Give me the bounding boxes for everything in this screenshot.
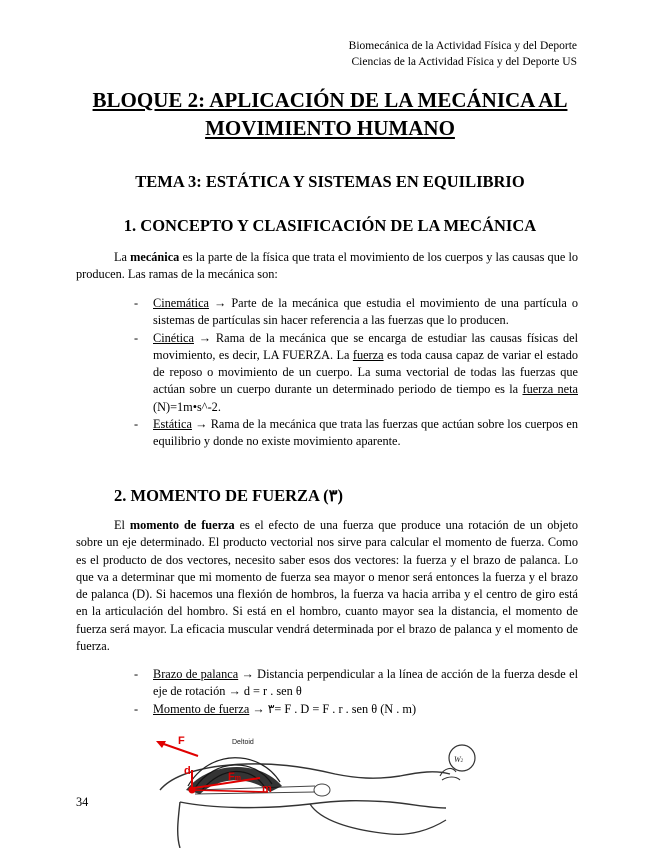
arm-torque-figure — [150, 730, 480, 848]
term-cinetica: Cinética — [153, 330, 194, 345]
term-fuerza: fuerza — [352, 347, 384, 362]
arm-lower-outline-icon — [180, 801, 446, 808]
def-estatica: → Rama de la mecánica que trata las fuerzas que actúan sobre los cuerpos en equilibrio y donde no existe movimiento aparente. — [153, 417, 578, 449]
term-fuerza-neta: fuerza neta — [522, 382, 578, 397]
block-title-line2: MOVIMIENTO HUMANO — [205, 116, 455, 140]
para-term-momento: momento de fuerza — [129, 518, 235, 532]
block-title — [60, 86, 600, 142]
term-momento-fuerza: Momento de fuerza — [153, 701, 250, 716]
def-momento-fuerza: → ٣= F . D = F . r . sen θ (N . m) — [249, 701, 417, 716]
def-cinetica-b: es toda causa capaz de variar el estado de reposo o movimiento de un cuerpo. La suma vectorial de todas las fuerzas que actúan sobre un cuerpo durante un determinado periodo de tiempo es la — [153, 347, 578, 397]
def-cinetica-c: (N)=1m•s^-2. — [153, 399, 221, 414]
label-m: m — [262, 783, 272, 795]
torque-definitions-list — [134, 666, 578, 718]
intro-text-b: es la parte de la física que trata el movimiento de los cuerpos y las causas que lo producen. Las ramas de la mecánica son: — [76, 250, 579, 282]
label-force-f: F — [178, 735, 185, 747]
weight-ball-icon — [449, 745, 475, 771]
block-title-line1: BLOQUE 2: APLICACIÓN DE LA MECÁNICA AL — [92, 88, 568, 112]
label-deltoid: Deltoid — [232, 739, 254, 746]
header-degree: Ciencias de la Actividad Física y del Deporte US — [351, 56, 577, 68]
section-2-paragraph — [76, 517, 578, 655]
label-w2: W2 — [454, 755, 464, 764]
para-text-b: es el efecto de una fuerza que produce una rotación de un objeto sobre un eje determinado. El producto vectorial nos sirve para calcular el momento de fuerza. Como es el producto de dos vectores, necesito saber esos dos vectores: la fuerza y el brazo de palanca. Lo que va a determinar que mi momento de fuerza sea mayor o menor será entonces la fuerza y el brazo de palanca (D). Si hacemos una flexión de hombros, la fuerza va hacia arriba y el centro de giro está en la articulación del hombro. Si está en el hombro, cuanto mayor sea la distancia, el momento de fuerza será mayor. La eficacia muscular vendrá determinada por el brazo de palanca y el momento de fuerza. — [76, 518, 578, 654]
lever-line-icon — [192, 790, 268, 792]
label-d: d — [184, 765, 191, 777]
page-number: 34 — [76, 795, 89, 809]
torso-outline-icon — [178, 802, 180, 848]
elbow-joint-icon — [314, 784, 330, 796]
forearm-outline-icon — [310, 804, 446, 834]
list-item — [134, 416, 578, 451]
term-cinematica: Cinemática — [153, 296, 209, 310]
label-fm: Fm — [228, 771, 241, 783]
term-estatica: Estática — [153, 417, 192, 432]
running-header — [349, 38, 577, 70]
list-item — [134, 295, 578, 330]
def-cinetica-a: → Rama de la mecánica que se encarga de estudiar las causas físicas del movimiento, es decir, LA FUERZA. La — [153, 330, 578, 362]
mechanics-branches-list — [134, 295, 578, 451]
def-brazo-palanca: → Distancia perpendicular a la línea de acción de la fuerza desde el eje de rotación → d = r . sen θ — [153, 667, 578, 699]
list-item — [134, 330, 578, 416]
section-1-heading: 1. CONCEPTO Y CLASIFICACIÓN DE LA MECÁNICA — [123, 216, 537, 235]
term-brazo-palanca: Brazo de palanca — [153, 667, 239, 681]
list-item — [134, 666, 578, 701]
header-course: Biomecánica de la Actividad Física y del Deporte — [348, 40, 577, 52]
intro-term-mecanica: mecánica — [130, 250, 180, 264]
intro-text-a: La — [114, 250, 131, 264]
def-cinematica: → Parte de la mecánica que estudia el movimiento de una partícula o sistemas de partículas sin hacer referencia a las fuerzas que lo producen. — [153, 296, 578, 328]
section-2-heading: 2. MOMENTO DE FUERZA (٣) — [114, 486, 344, 505]
section-1-intro — [76, 249, 578, 284]
list-item — [134, 701, 578, 718]
topic-title: TEMA 3: ESTÁTICA Y SISTEMAS EN EQUILIBRIO — [135, 172, 525, 191]
para-text-a: El — [114, 518, 130, 532]
